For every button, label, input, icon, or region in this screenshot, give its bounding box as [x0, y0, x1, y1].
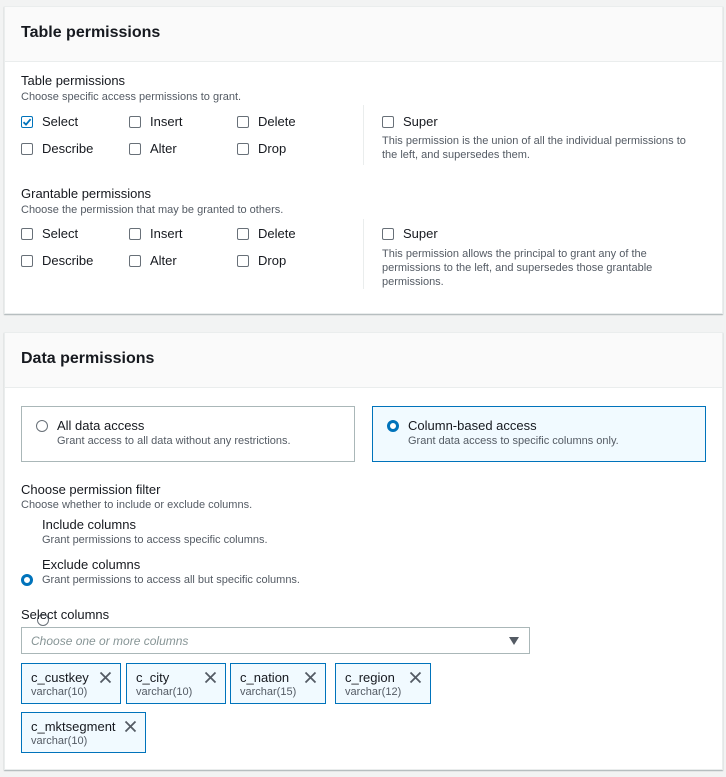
column-token: [21, 712, 146, 753]
checkbox-alter[interactable]: [129, 141, 177, 156]
token-type: varchar(10): [136, 686, 193, 698]
checkbox-box[interactable]: [129, 143, 141, 155]
token-name: c_mktsegment: [31, 719, 116, 734]
close-icon[interactable]: [124, 720, 137, 733]
panel-title: Data permissions: [21, 350, 155, 367]
checkbox-super[interactable]: [382, 114, 438, 129]
group-label: Table permissions: [21, 73, 126, 88]
checkbox-label: Select: [42, 226, 79, 241]
grantable-checkbox-describe[interactable]: [21, 253, 93, 268]
option-title: Include columns: [42, 517, 136, 532]
close-icon[interactable]: [204, 671, 217, 684]
token-name: c_nation: [240, 670, 290, 685]
select-columns-label: Select columns: [21, 607, 110, 622]
column-token: [230, 663, 326, 704]
checkbox-box[interactable]: [237, 228, 249, 240]
checkbox-label: Alter: [150, 253, 177, 268]
checkbox-box[interactable]: [129, 228, 141, 240]
checkbox-insert[interactable]: [129, 114, 183, 129]
checkbox-select[interactable]: [21, 114, 78, 129]
checkbox-box[interactable]: [21, 255, 33, 267]
caret-down-icon[interactable]: [509, 637, 519, 645]
group-description: Choose specific access permissions to grant.: [21, 91, 242, 103]
super-description: This permission is the union of all the individual permissions to the left, and supersedes them.: [382, 135, 686, 161]
columns-multiselect[interactable]: [21, 627, 530, 654]
checkbox-box[interactable]: [382, 116, 394, 128]
grantable-checkbox-super[interactable]: [382, 226, 438, 241]
option-description: Grant permissions to access specific columns.: [42, 534, 268, 546]
filter-label: Choose permission filter: [21, 482, 161, 497]
checkbox-label: Delete: [258, 226, 296, 241]
checkbox-label: Super: [403, 226, 438, 241]
checkbox-label: Delete: [258, 114, 296, 129]
checkbox-box[interactable]: [21, 143, 33, 155]
token-name: c_city: [136, 670, 170, 685]
tile-title: Column-based access: [408, 418, 537, 433]
tile-column-based-access[interactable]: [372, 406, 706, 462]
checkbox-label: Describe: [42, 253, 94, 268]
token-type: varchar(10): [31, 686, 88, 698]
token-name: c_region: [345, 670, 395, 685]
checkbox-box[interactable]: [237, 143, 249, 155]
radio-button[interactable]: [36, 420, 48, 432]
panel-header: [5, 7, 722, 62]
check-icon: [22, 117, 32, 127]
checkbox-box[interactable]: [129, 116, 141, 128]
column-token: [21, 663, 121, 704]
close-icon[interactable]: [99, 671, 112, 684]
token-type: varchar(10): [31, 735, 88, 747]
option-description: Grant permissions to access all but specific columns.: [42, 574, 300, 586]
checkbox-box[interactable]: [21, 116, 33, 128]
tile-all-data-access[interactable]: [21, 406, 355, 462]
group-description: Choose the permission that may be granted to others.: [21, 204, 284, 216]
panel-title: Table permissions: [21, 24, 161, 41]
checkbox-label: Drop: [258, 253, 287, 268]
token-name: c_custkey: [31, 670, 89, 685]
vertical-divider: [363, 219, 364, 289]
grantable-checkbox-delete[interactable]: [237, 226, 296, 241]
select-placeholder: Choose one or more columns: [31, 634, 189, 648]
checkbox-label: Alter: [150, 141, 177, 156]
vertical-divider: [363, 105, 364, 165]
tile-title: All data access: [57, 418, 145, 433]
checkbox-box[interactable]: [237, 255, 249, 267]
group-label: Grantable permissions: [21, 186, 152, 201]
filter-description: Choose whether to include or exclude columns.: [21, 499, 253, 511]
token-type: varchar(12): [345, 686, 402, 698]
checkbox-box[interactable]: [129, 255, 141, 267]
checkbox-describe[interactable]: [21, 141, 93, 156]
checkbox-box[interactable]: [237, 116, 249, 128]
checkbox-drop[interactable]: [237, 141, 286, 156]
column-token: [335, 663, 431, 704]
tile-description: Grant access to all data without any restrictions.: [57, 435, 291, 447]
grantable-checkbox-insert[interactable]: [129, 226, 183, 241]
checkbox-label: Super: [403, 114, 438, 129]
checkbox-delete[interactable]: [237, 114, 296, 129]
super-description: This permission allows the principal to grant any of the permissions to the left, and supersedes those grantable permissions.: [382, 248, 653, 288]
checkbox-label: Drop: [258, 141, 287, 156]
grantable-checkbox-drop[interactable]: [237, 253, 286, 268]
data-permissions-panel: [4, 332, 723, 770]
close-icon[interactable]: [409, 671, 422, 684]
column-token: [126, 663, 226, 704]
checkbox-box[interactable]: [382, 228, 394, 240]
checkbox-box[interactable]: [21, 228, 33, 240]
grantable-checkbox-select[interactable]: [21, 226, 78, 241]
close-icon[interactable]: [304, 671, 317, 684]
token-type: varchar(15): [240, 686, 297, 698]
panel-header: [5, 333, 722, 388]
checkbox-label: Describe: [42, 141, 94, 156]
checkbox-label: Insert: [150, 226, 183, 241]
radio-include-columns[interactable]: [21, 574, 33, 586]
tile-description: Grant data access to specific columns only.: [408, 435, 619, 447]
checkbox-label: Insert: [150, 114, 183, 129]
radio-button[interactable]: [387, 420, 399, 432]
option-title: Exclude columns: [42, 557, 141, 572]
checkbox-label: Select: [42, 114, 79, 129]
grantable-checkbox-alter[interactable]: [129, 253, 177, 268]
table-permissions-panel: [4, 6, 723, 314]
